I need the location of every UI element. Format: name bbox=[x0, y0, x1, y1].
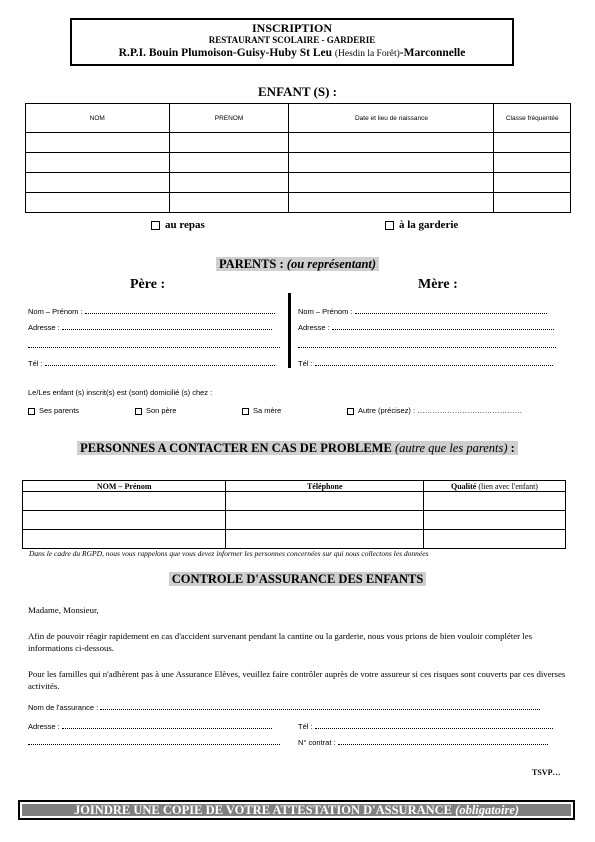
table-cell[interactable] bbox=[23, 492, 226, 511]
parents-divider bbox=[288, 293, 291, 368]
table-row bbox=[23, 530, 566, 549]
header-rpi bbox=[72, 46, 512, 62]
assurance-para2: Pour les familles qui n'adhèrent pas à une Assurance Elèves, veuillez faire contrôler auprès de votre assureur si ces risques sont couverts par ces diverses activités. bbox=[28, 669, 566, 691]
header-rpi-paren: (Hesdin la Forêt) bbox=[334, 49, 400, 59]
col-prenom: PRENOM bbox=[169, 104, 289, 133]
assurance-contrat-label: N° contrat : bbox=[298, 738, 336, 747]
pere-adresse-label: Adresse : bbox=[28, 323, 60, 332]
option-repas bbox=[151, 219, 205, 231]
table-cell[interactable] bbox=[289, 193, 494, 213]
pere-tel-label: Tél : bbox=[28, 359, 43, 368]
domicile-option-pere bbox=[135, 406, 176, 415]
contacts-title-italic: (autre que les parents) bbox=[394, 441, 508, 455]
pere-nom-label: Nom – Prénom : bbox=[28, 307, 83, 316]
mere-adresse2-field[interactable] bbox=[298, 341, 556, 350]
mere-tel-field[interactable] bbox=[298, 359, 553, 368]
pere-adresse2-field[interactable] bbox=[28, 341, 280, 350]
enfants-table bbox=[25, 103, 571, 213]
domicile-pere-checkbox[interactable] bbox=[135, 408, 142, 415]
assurance-greeting: Madame, Monsieur, bbox=[28, 605, 99, 615]
mere-nom-label: Nom – Prénom : bbox=[298, 307, 353, 316]
mere-heading: Mère : bbox=[418, 277, 458, 292]
table-cell[interactable] bbox=[226, 511, 424, 530]
header-rpi-end: -Marconnelle bbox=[399, 47, 466, 59]
enfants-title: ENFANT (S) : bbox=[258, 84, 337, 99]
assurance-adresse2-field[interactable] bbox=[28, 738, 280, 747]
domicile-parents-checkbox[interactable] bbox=[28, 408, 35, 415]
domicile-autre-checkbox[interactable] bbox=[347, 408, 354, 415]
assurance-contrat-field[interactable] bbox=[298, 738, 548, 747]
col-contact-qualite-label: Qualité bbox=[451, 481, 477, 491]
col-contact-tel: Téléphone bbox=[226, 481, 424, 492]
col-contact-nom: NOM – Prénom bbox=[23, 481, 226, 492]
contacts-title-text: PERSONNES A CONTACTER EN CAS DE PROBLEME bbox=[80, 441, 392, 455]
table-cell[interactable] bbox=[494, 133, 571, 153]
footer-text: JOINDRE UNE COPIE DE VOTRE ATTESTATION D'ASSURANCE bbox=[73, 803, 453, 817]
parents-title-italic: (ou représentant) bbox=[286, 257, 377, 271]
repas-label: au repas bbox=[165, 219, 205, 231]
mere-nom-field[interactable] bbox=[298, 307, 547, 316]
parents-title-text: PARENTS : bbox=[218, 257, 284, 271]
pere-tel-field[interactable] bbox=[28, 359, 275, 368]
contacts-title bbox=[0, 441, 595, 456]
assurance-nom-label: Nom de l'assurance : bbox=[28, 703, 99, 712]
assurance-tel-label: Tél : bbox=[298, 722, 313, 731]
mere-adresse-label: Adresse : bbox=[298, 323, 330, 332]
table-cell[interactable] bbox=[26, 193, 170, 213]
header-subtitle: RESTAURANT SCOLAIRE - GARDERIE bbox=[208, 35, 376, 45]
repas-checkbox[interactable] bbox=[151, 221, 160, 230]
domicile-autre-label: Autre (précisez) : …………………………………… bbox=[358, 406, 523, 415]
header-rpi-main: R.P.I. Bouin Plumoison-Guisy-Huby St Leu bbox=[118, 47, 332, 59]
table-cell[interactable] bbox=[226, 492, 424, 511]
header-title: INSCRIPTION bbox=[251, 21, 332, 35]
table-cell[interactable] bbox=[169, 173, 289, 193]
col-contact-qualite bbox=[424, 481, 566, 492]
assurance-title-text: CONTROLE D'ASSURANCE DES ENFANTS bbox=[169, 572, 427, 586]
table-row bbox=[26, 153, 571, 173]
rgpd-notice: Dans le cadre du RGPD, nous vous rappelons que vous devez informer les personnes concernées sur qui nous collectons les données bbox=[29, 549, 429, 558]
table-row bbox=[26, 173, 571, 193]
domicile-option-parents bbox=[28, 406, 79, 415]
table-cell[interactable] bbox=[424, 530, 566, 549]
table-cell[interactable] bbox=[226, 530, 424, 549]
tsvp-note: TSVP… bbox=[532, 768, 561, 777]
col-naissance: Date et lieu de naissance bbox=[289, 104, 494, 133]
table-cell[interactable] bbox=[494, 173, 571, 193]
garderie-checkbox[interactable] bbox=[385, 221, 394, 230]
parents-title bbox=[0, 257, 595, 272]
mere-tel-label: Tél : bbox=[298, 359, 313, 368]
table-cell[interactable] bbox=[169, 193, 289, 213]
pere-nom-field[interactable] bbox=[28, 307, 275, 316]
table-cell[interactable] bbox=[26, 153, 170, 173]
col-classe: Classe fréquentée bbox=[494, 104, 571, 133]
assurance-tel-field[interactable] bbox=[298, 722, 553, 731]
assurance-nom-field[interactable] bbox=[28, 703, 540, 712]
pere-adresse-field[interactable] bbox=[28, 323, 272, 332]
table-row bbox=[23, 492, 566, 511]
mere-adresse-field[interactable] bbox=[298, 323, 554, 332]
table-cell[interactable] bbox=[169, 133, 289, 153]
assurance-adresse-field[interactable] bbox=[28, 722, 272, 731]
domicile-parents-label: Ses parents bbox=[39, 406, 80, 415]
table-cell[interactable] bbox=[169, 153, 289, 173]
footer-italic: (obligatoire) bbox=[455, 803, 520, 817]
domicile-pere-label: Son père bbox=[146, 406, 177, 415]
header-box bbox=[70, 18, 514, 66]
col-contact-qualite-note: (lien avec l'enfant) bbox=[478, 481, 538, 491]
table-cell[interactable] bbox=[424, 492, 566, 511]
table-row bbox=[23, 511, 566, 530]
domicile-mere-checkbox[interactable] bbox=[242, 408, 249, 415]
garderie-label: à la garderie bbox=[399, 219, 459, 231]
option-garderie bbox=[385, 219, 458, 231]
assurance-title bbox=[0, 572, 595, 587]
table-cell[interactable] bbox=[289, 133, 494, 153]
table-cell[interactable] bbox=[289, 173, 494, 193]
contacts-title-end: : bbox=[507, 441, 515, 455]
table-cell[interactable] bbox=[424, 511, 566, 530]
table-cell[interactable] bbox=[289, 153, 494, 173]
footer-box bbox=[18, 800, 575, 820]
contacts-table bbox=[22, 480, 566, 549]
domicile-option-mere bbox=[242, 406, 281, 415]
table-cell[interactable] bbox=[26, 173, 170, 193]
table-row bbox=[26, 133, 571, 153]
domicile-mere-label: Sa mère bbox=[253, 406, 282, 415]
domicile-option-autre bbox=[347, 406, 522, 415]
pere-heading: Père : bbox=[130, 277, 166, 292]
table-cell[interactable] bbox=[23, 511, 226, 530]
assurance-adresse-label: Adresse : bbox=[28, 722, 60, 731]
footer-banner bbox=[22, 804, 571, 816]
table-cell[interactable] bbox=[494, 153, 571, 173]
table-cell[interactable] bbox=[26, 133, 170, 153]
col-nom: NOM bbox=[26, 104, 170, 133]
assurance-para1: Afin de pouvoir réagir rapidement en cas d'accident survenant pendant la cantine ou la garderie, nous vous prions de bien vouloir compléter les informations ci-dessous. bbox=[28, 631, 533, 653]
table-cell[interactable] bbox=[494, 193, 571, 213]
table-row bbox=[26, 193, 571, 213]
table-cell[interactable] bbox=[23, 530, 226, 549]
domicile-question: Le/Les enfant (s) inscrit(s) est (sont) domicilié (s) chez : bbox=[28, 388, 213, 397]
